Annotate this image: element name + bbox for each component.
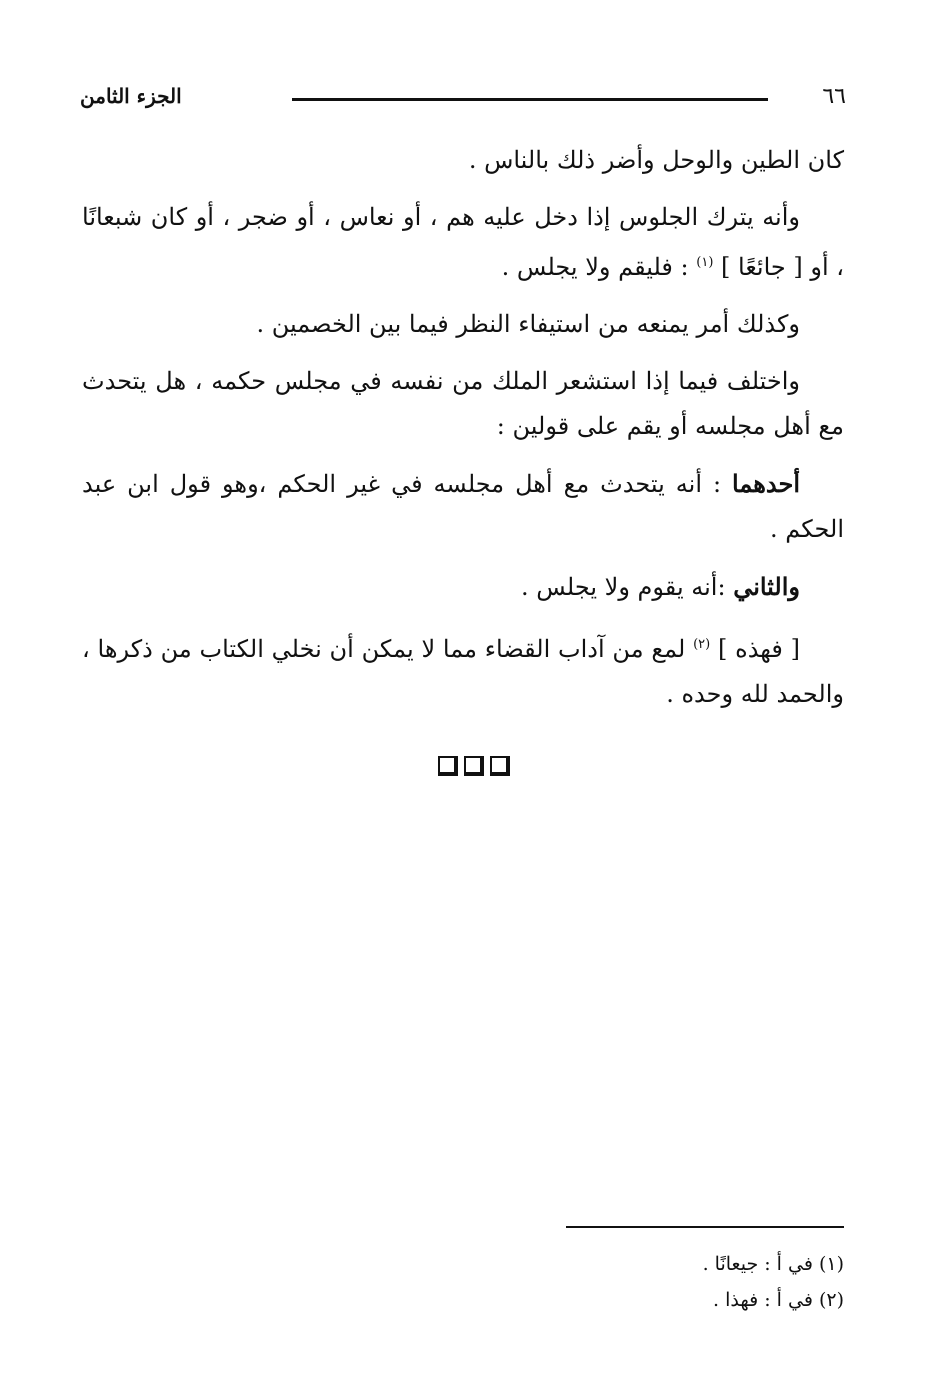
running-title: الجزء الثامن [80,84,182,108]
header-rule [292,98,768,101]
footnote-ref[interactable]: (٢) [693,637,711,652]
paragraph-text: لمع من آداب القضاء مما لا يمكن أن نخلي الكتاب من ذكرها ، والحمد لله وحده . [82,635,844,708]
paragraph [82,622,844,717]
page-number: ٦٦ [822,84,846,109]
paragraph-text: واختلف فيما إذا استشعر الملك من نفسه في مجلس حكمه ، هل يتحدث مع أهل مجلسه أو يقم على قولين : [82,367,844,440]
section-end-ornament [438,756,510,776]
paragraph-text: وأنه يترك الجلوس إذا دخل عليه هم ، أو نعاس ، أو ضجر ، أو كان شبعانًا ، أو [ جائعًا ] [82,203,844,281]
page-header [80,84,848,114]
paragraph [82,564,844,610]
paragraph [82,461,844,552]
footnotes [480,1246,844,1318]
paragraph-text: وكذلك أمر يمنعه من استيفاء النظر فيما بين الخصمين . [256,310,800,338]
box-ornament-icon [464,756,484,776]
paragraph-text: : أنه يتحدث مع أهل مجلسه في غير الحكم ،وهو قول ابن عبد الحكم . [82,470,844,543]
paragraph [82,359,844,449]
footnote-rule [566,1226,844,1228]
paragraph [82,195,844,290]
paragraph-text: : فليقم ولا يجلس . [501,253,689,281]
paragraph-text: [ فهذه ] [718,635,800,663]
paragraph-text: :أنه يقوم ولا يجلس . [521,573,726,601]
box-ornament-icon [490,756,510,776]
footnote: (٢) في أ : فهذا . [713,1289,844,1311]
paragraph [82,302,844,347]
paragraph-label: أحدهما [732,469,800,498]
paragraph-label: والثاني [733,572,800,601]
paragraph-text: كان الطين والوحل وأضر ذلك بالناس . [468,146,844,174]
body-text [82,138,844,729]
footnote-ref[interactable]: (١) [696,255,714,270]
footnote: (١) في أ : جيعانًا . [702,1253,844,1275]
box-ornament-icon [438,756,458,776]
paragraph [82,138,844,183]
